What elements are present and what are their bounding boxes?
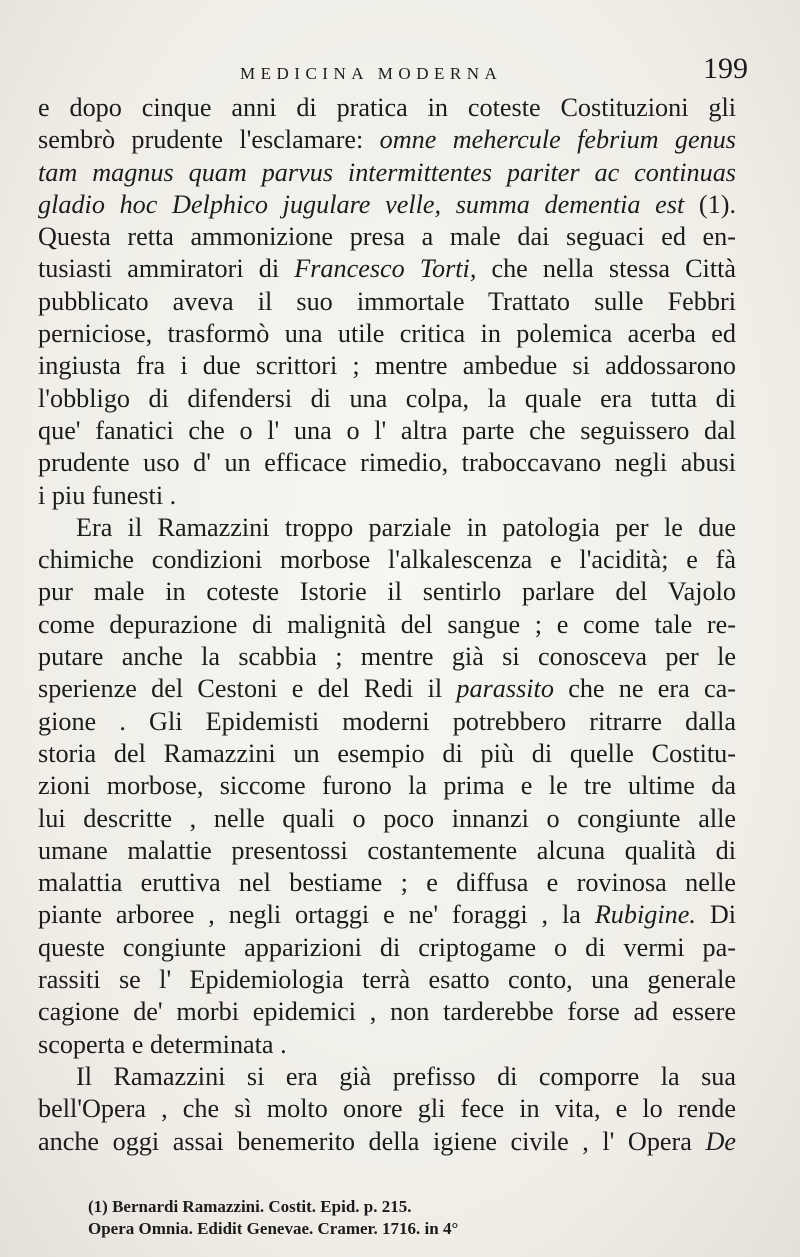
footnote-line: Opera Omnia. Edidit Genevae. Cramer. 1716. in 4° — [88, 1219, 459, 1238]
text-line: perniciose, trasformò una utile critica in polemica acerba ed — [38, 319, 736, 349]
text-line: piante arboree , negli ortaggi e ne' foraggi , la Rubigine. Di — [38, 900, 737, 930]
text-line: tusiasti ammiratori di Francesco Torti, che nella stessa Città — [38, 254, 736, 284]
running-title: MEDICINA MODERNA — [240, 64, 503, 83]
text-line — [38, 157, 736, 189]
text-line: come depurazione di malignità del sangue ; e come tale re- — [38, 609, 736, 639]
text-line: chimiche condizioni morbose l'alkalescenza e l'acidità; e fà — [38, 545, 736, 575]
text-line — [38, 189, 736, 221]
text-line: storia del Ramazzini un esempio di più di quelle Costitu- — [38, 738, 736, 768]
italic-term: Rubigine. — [594, 900, 696, 930]
text-line: pubblicato aveva il suo immortale Trattato sulle Febbri — [38, 286, 736, 316]
text-line: Il Ramazzini si era già prefisso di comporre la sua — [76, 1061, 736, 1091]
text-line: umane malattie presentossi costantemente alcuna qualità di — [38, 835, 736, 865]
person-name: Francesco Torti, — [294, 254, 477, 284]
text-line: lui descritte , nelle quali o poco innanzi o congiunte alle — [38, 803, 736, 833]
italic-term: parassito — [456, 674, 554, 704]
footnotes — [88, 1196, 648, 1240]
text-line: Questa retta ammonizione presa a male dai seguaci ed en- — [38, 222, 736, 252]
text-line: zioni morbose, siccome furono la prima e le tre ultime da — [38, 771, 736, 801]
text-line: queste congiunte apparizioni di criptogame o di vermi pa- — [38, 932, 736, 962]
text-line: l'obbligo di difendersi di una colpa, la quale era tutta di — [38, 383, 736, 413]
page-number: 199 — [703, 52, 748, 85]
running-head — [40, 52, 748, 94]
latin-quote: gladio hoc Delphico jugulare velle, summa dementia est — [38, 189, 685, 219]
text-line: rassiti se l' Epidemiologia terrà esatto conto, una generale — [38, 965, 736, 995]
latin-quote: omne mehercule febrium genus — [379, 125, 736, 155]
text-line: bell'Opera , che sì molto onore gli fece in vita, e lo rende — [38, 1094, 736, 1124]
italic-term: De — [705, 1126, 736, 1156]
text-line: pur male in coteste Istorie il sentirlo parlare del Vajolo — [38, 577, 736, 607]
text-line: i piu funesti . — [38, 480, 177, 510]
text-line: cagione de' morbi epidemici , non tarderebbe forse ad essere — [38, 997, 736, 1027]
body-text — [38, 92, 736, 1158]
text-line: anche oggi assai benemerito della igiene civile , l' Opera De — [38, 1126, 736, 1156]
text-line: sembrò prudente l'esclamare: omne mehercule febrium genus — [38, 125, 736, 155]
text-line: e dopo cinque anni di pratica in coteste Costituzioni gli — [38, 93, 736, 122]
text-line: gione . Gli Epidemisti moderni potrebbero ritrarre dalla — [38, 706, 736, 736]
latin-quote: tam magnus quam parvus intermittentes pariter ac continuas — [38, 157, 736, 187]
text-line: scoperta e determinata . — [38, 1029, 287, 1059]
text-line: putare anche la scabbia ; mentre già si conosceva per le — [38, 642, 736, 672]
text-line: que' fanatici che o l' una o l' altra parte che seguissero dal — [38, 415, 736, 445]
text-line: sperienze del Cestoni e del Redi il parassito che ne era ca- — [38, 674, 736, 704]
text-line: malattia eruttiva nel bestiame ; e diffusa e rovinosa nelle — [38, 868, 736, 898]
text-line: ingiusta fra i due scrittori ; mentre ambedue si addossarono — [38, 351, 736, 381]
text-line: prudente uso d' un efficace rimedio, traboccavano negli abusi — [38, 448, 736, 478]
text-line: Era il Ramazzini troppo parziale in patologia per le due — [76, 512, 736, 542]
footnote-ref: (1). — [684, 189, 736, 219]
footnote-line: (1) Bernardi Ramazzini. Costit. Epid. p. 215. — [88, 1197, 412, 1216]
